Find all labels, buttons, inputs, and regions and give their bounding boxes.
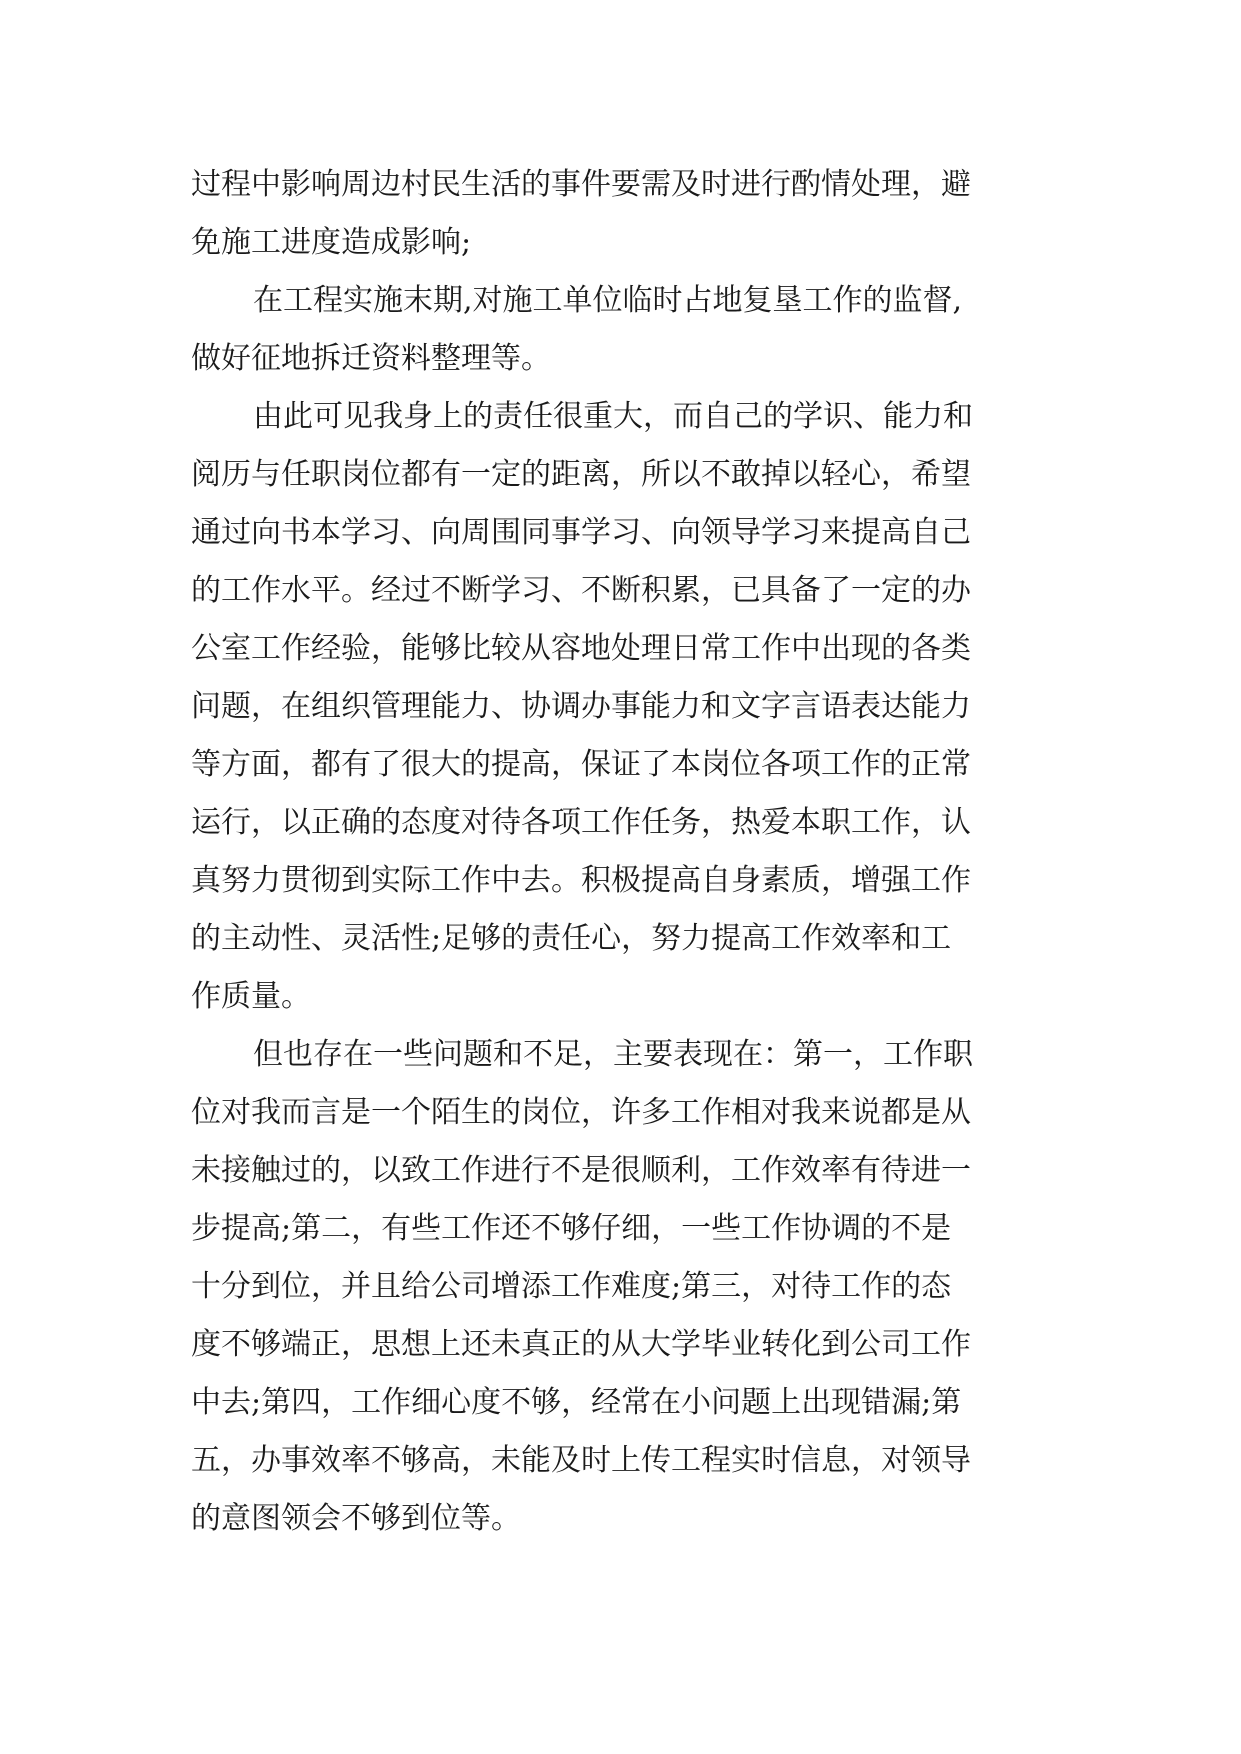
text-line: 步提高;第二，有些工作还不够仔细，一些工作协调的不是 <box>191 1211 952 1246</box>
text-line: 作质量。 <box>191 979 311 1014</box>
text-line: 做好征地拆迁资料整理等。 <box>191 341 551 376</box>
text-line: 未接触过的，以致工作进行不是很顺利，工作效率有待进一 <box>191 1153 971 1188</box>
text-line: 运行，以正确的态度对待各项工作任务，热爱本职工作，认 <box>191 805 971 840</box>
text-line: 十分到位，并且给公司增添工作难度;第三，对待工作的态 <box>191 1269 952 1304</box>
paragraph <box>191 156 1051 272</box>
document-body <box>191 156 1051 1548</box>
text-line: 中去;第四，工作细心度不够，经常在小问题上出现错漏;第 <box>191 1385 962 1420</box>
text-line: 免施工进度造成影响; <box>191 225 472 260</box>
paragraph <box>191 272 1051 388</box>
text-line: 五，办事效率不够高，未能及时上传工程实时信息，对领导 <box>191 1443 971 1478</box>
text-line: 位对我而言是一个陌生的岗位，许多工作相对我来说都是从 <box>191 1095 971 1130</box>
paragraph <box>191 1026 1051 1548</box>
text-line: 的意图领会不够到位等。 <box>191 1501 521 1536</box>
text-line: 等方面，都有了很大的提高，保证了本岗位各项工作的正常 <box>191 747 971 782</box>
text-line: 的工作水平。经过不断学习、不断积累，已具备了一定的办 <box>191 573 971 608</box>
text-line: 由此可见我身上的责任很重大，而自己的学识、能力和 <box>253 399 973 434</box>
text-line: 在工程实施末期,对施工单位临时占地复垦工作的监督, <box>253 283 963 318</box>
paragraph <box>191 388 1051 1026</box>
text-line: 通过向书本学习、向周围同事学习、向领导学习来提高自己 <box>191 515 971 550</box>
text-line: 过程中影响周边村民生活的事件要需及时进行酌情处理，避 <box>191 167 971 202</box>
text-line: 阅历与任职岗位都有一定的距离，所以不敢掉以轻心，希望 <box>191 457 971 492</box>
text-line: 问题，在组织管理能力、协调办事能力和文字言语表达能力 <box>191 689 971 724</box>
text-line: 公室工作经验，能够比较从容地处理日常工作中出现的各类 <box>191 631 971 666</box>
text-line: 但也存在一些问题和不足，主要表现在：第一，工作职 <box>253 1037 973 1072</box>
text-line: 真努力贯彻到实际工作中去。积极提高自身素质，增强工作 <box>191 863 971 898</box>
text-line: 度不够端正，思想上还未真正的从大学毕业转化到公司工作 <box>191 1327 971 1362</box>
text-line: 的主动性、灵活性;足够的责任心，努力提高工作效率和工 <box>191 921 952 956</box>
